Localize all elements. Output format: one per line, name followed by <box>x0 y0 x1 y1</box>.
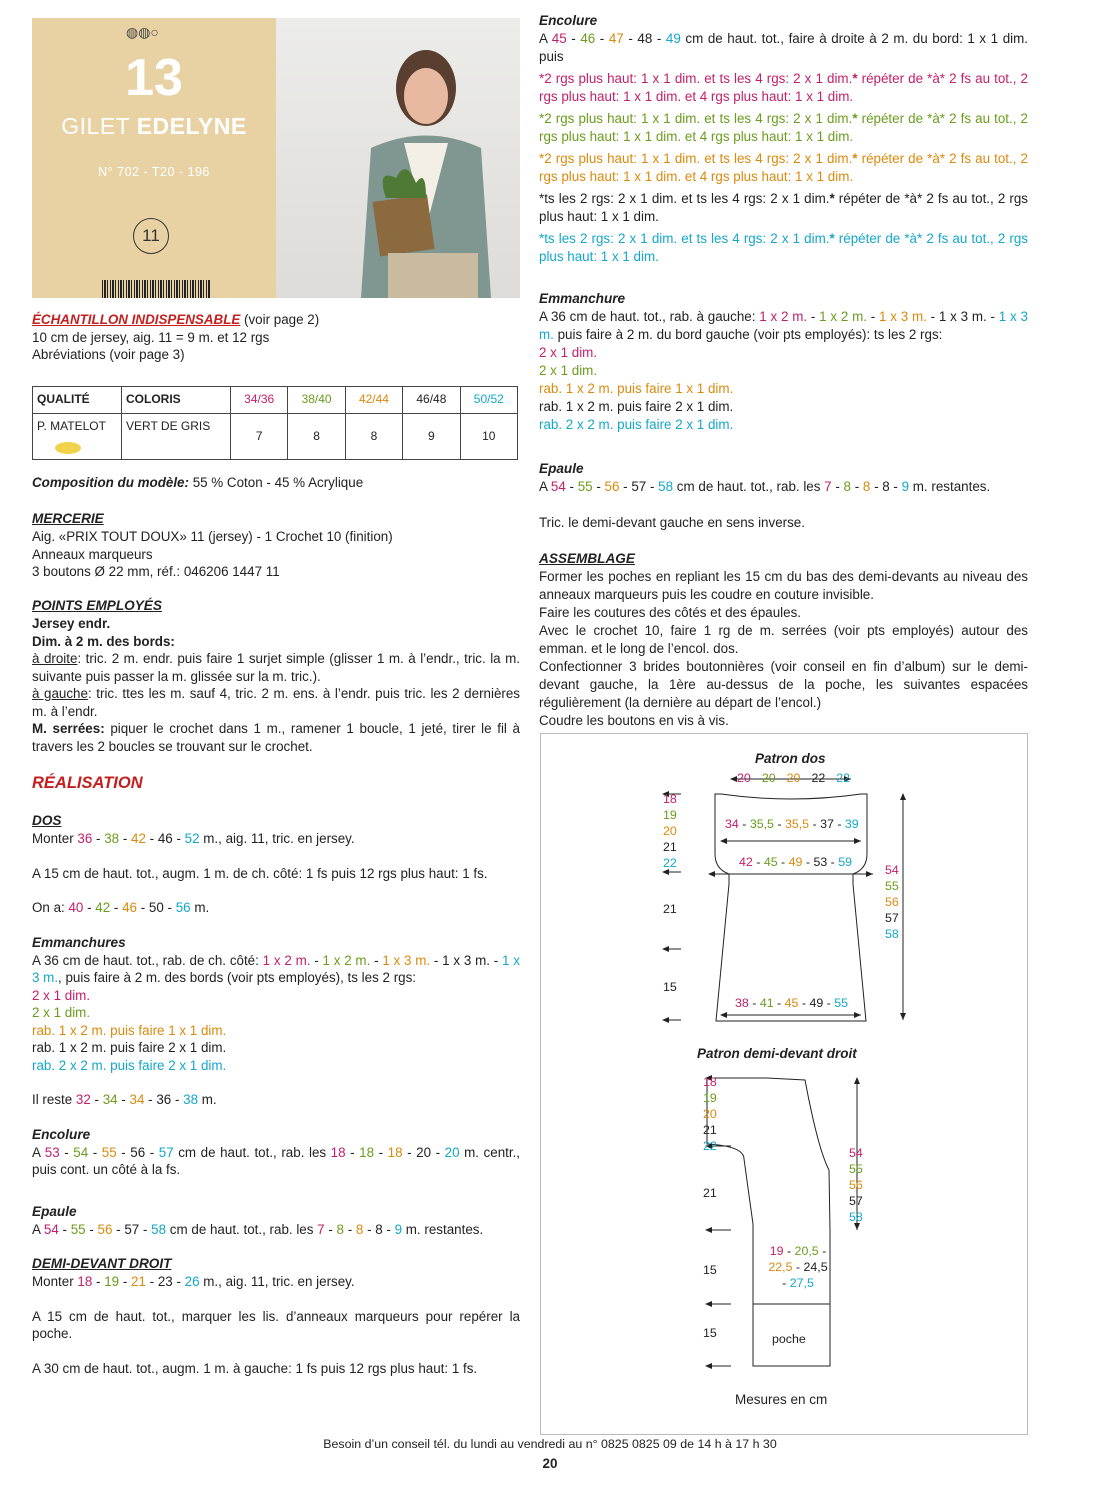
epaule-dd-title: Epaule <box>539 461 584 476</box>
pattern-card <box>32 18 276 298</box>
assemblage-title: ASSEMBLAGE <box>539 551 635 566</box>
emm-dd-size-line: 2 x 1 dim. <box>539 363 598 378</box>
col-qualite: QUALITÉ <box>33 387 122 414</box>
emm-dd-size-line: rab. 1 x 2 m. puis faire 1 x 1 dim. <box>539 381 734 396</box>
emm-size-line: rab. 1 x 2 m. puis faire 2 x 1 dim. <box>32 1040 227 1055</box>
poche-label: poche <box>772 1332 806 1346</box>
emm-dd-size-line: 2 x 1 dim. <box>539 345 598 360</box>
epaule-dos-title: Epaule <box>32 1203 77 1219</box>
echantillon-line2: Abréviations (voir page 3) <box>32 347 185 362</box>
encolure-size-line: *ts les 2 rgs: 2 x 1 dim. et ts les 4 rgs: 2 x 1 dim.* répéter de *à* 2 fs au tot., 2 rgs plus haut: 1 x 1 dim. <box>539 231 1028 264</box>
size-header: 42/44 <box>345 387 402 414</box>
barcode <box>102 280 210 298</box>
dim-title: Dim. à 2 m. des bords: <box>32 633 175 649</box>
emm-size-line: rab. 2 x 2 m. puis faire 2 x 1 dim. <box>32 1057 227 1073</box>
echantillon-label: ÉCHANTILLON INDISPENSABLE <box>32 312 241 327</box>
qty-cell: 8 <box>288 414 345 460</box>
size-header: 50/52 <box>460 387 517 414</box>
yarn-table-header <box>33 387 518 414</box>
emm-size-line: 2 x 1 dim. <box>32 1005 91 1020</box>
assemblage-line: Coudre les boutons en vis à vis. <box>539 713 729 728</box>
mercerie-title: MERCERIE <box>32 511 104 526</box>
emmanchure-dd-text: A 36 cm de haut. tot., rab. à gauche: 1 x 2 m. - 1 x 2 m. - 1 x 3 m. - 1 x 3 m. - 1 x 3 m. puis faire à 2 m. du bord gauche (voir pts employés): ts les 2 rgs: <box>539 309 1028 342</box>
encolure-size-line: *ts les 2 rgs: 2 x 1 dim. et ts les 4 rgs: 2 x 1 dim.* répéter de *à* 2 fs au tot., 2 rgs plus haut: 1 x 1 dim. <box>539 191 1028 224</box>
schema-drawing <box>541 734 1027 1434</box>
mercerie-line: Anneaux marqueurs <box>32 546 153 562</box>
dim-total-height: 54 55 56 57 58 <box>885 863 899 941</box>
dim-top-width: 20 - 20 - 20 - 22 - 22 <box>737 771 851 785</box>
tric-inverse: Tric. le demi-devant gauche en sens inverse. <box>539 515 805 530</box>
emmanchures-title: Emmanchures <box>32 934 126 950</box>
realisation-title: RÉALISATION <box>32 774 143 792</box>
il-reste: Il reste 32 - 34 - 34 - 36 - 38 m. <box>32 1092 217 1107</box>
qty-cell: 10 <box>460 414 517 460</box>
encolure-size-line: *2 rgs plus haut: 1 x 1 dim. et ts les 4 rgs: 2 x 1 dim.* répéter de *à* 2 fs au tot., 2 rgs plus haut: 1 x 1 dim. et 4 rgs plus haut: 1 x 1 dim. <box>539 71 1028 104</box>
mercerie-block <box>32 510 522 581</box>
ddd-title: DEMI-DEVANT DROIT <box>32 1256 172 1271</box>
model-photo <box>276 18 520 298</box>
ddd-outline <box>707 1078 830 1366</box>
dim-h21: 21 <box>663 902 677 916</box>
col-coloris: COLORIS <box>122 387 231 414</box>
encolure-dos-title: Encolure <box>32 1126 91 1142</box>
epaule-dd-text: A 54 - 55 - 56 - 57 - 58 cm de haut. tot., rab. les 7 - 8 - 8 - 8 - 9 m. restantes. <box>539 479 991 494</box>
emm-size-line: rab. 1 x 2 m. puis faire 1 x 1 dim. <box>32 1022 227 1038</box>
assemblage-line: Avec le crochet 10, faire 1 rg de m. serrées (voir pts employés) autour des emman. et le long de l’encol. dos. <box>539 623 1028 656</box>
dim-bottom-width: 38 - 41 - 45 - 49 - 55 <box>735 996 849 1010</box>
emm-dd-size-line: rab. 1 x 2 m. puis faire 2 x 1 dim. <box>539 399 734 414</box>
footer-help: Besoin d’un conseil tél. du lundi au vendredi au n° 0825 0825 09 de 14 h à 17 h 30 <box>323 1437 777 1451</box>
size-header: 34/36 <box>231 387 288 414</box>
ddd-augm: A 30 cm de haut. tot., augm. 1 m. à gauche: 1 fs puis 12 rgs plus haut: 1 fs. <box>32 1360 478 1376</box>
yarn-table <box>32 386 518 460</box>
encolure-dd-title: Encolure <box>539 13 598 28</box>
qty-cell: 9 <box>403 414 460 460</box>
label-logo <box>55 442 81 454</box>
qty-cell: 8 <box>345 414 402 460</box>
m-serrees: M. serrées: piquer le crochet dans 1 m., ramener 1 boucle, 1 jeté, tirer le fil à travers les 2 boucles se trouvant sur le crochet. <box>32 721 520 754</box>
encolure-size-line: *2 rgs plus haut: 1 x 1 dim. et ts les 4 rgs: 2 x 1 dim.* répéter de *à* 2 fs au tot., 2 rgs plus haut: 1 x 1 dim. et 4 rgs plus haut: 1 x 1 dim. <box>539 111 1028 144</box>
dos-monter: Monter 36 - 38 - 42 - 46 - 52 m., aig. 11, tric. en jersey. <box>32 831 355 846</box>
model-illustration <box>276 18 520 298</box>
encolure-size-line: *2 rgs plus haut: 1 x 1 dim. et ts les 4 rgs: 2 x 1 dim.* répéter de *à* 2 fs au tot., 2 rgs plus haut: 1 x 1 dim. et 4 rgs plus haut: 1 x 1 dim. <box>539 151 1028 184</box>
dim-h15: 15 <box>663 980 677 994</box>
ddd-monter: Monter 18 - 19 - 21 - 23 - 26 m., aig. 11, tric. en jersey. <box>32 1274 355 1289</box>
dim-chest-width: 42 - 45 - 49 - 53 - 59 <box>739 855 853 869</box>
emm-size-line: 2 x 1 dim. <box>32 987 91 1003</box>
emmanchures-text: A 36 cm de haut. tot., rab. de ch. côté: 1 x 2 m. - 1 x 2 m. - 1 x 3 m. - 1 x 3 m. - 1 x 3 m., puis faire à 2 m. des bords (voir pts employés), ts les 2 rgs: <box>32 952 520 985</box>
mesures-label: Mesures en cm <box>735 1392 828 1407</box>
needle-size-badge: 11 <box>133 218 169 254</box>
pattern-number: 13 <box>125 49 183 107</box>
echantillon-block <box>32 311 522 364</box>
dos-block <box>32 812 520 1377</box>
yarn-balls-icon: ◍◍○ <box>126 24 159 40</box>
dos-ona: On a: 40 - 42 - 46 - 50 - 56 m. <box>32 900 210 915</box>
dim-armhole-height: 18 19 20 21 22 <box>663 792 677 870</box>
jersey-label: Jersey endr. <box>32 616 111 631</box>
emm-dd-size-line: rab. 2 x 2 m. puis faire 2 x 1 dim. <box>539 417 734 432</box>
qualite-cell: P. MATELOT <box>33 414 122 460</box>
page-number: 20 <box>542 1456 558 1471</box>
assemblage-line: Confectionner 3 brides boutonnières (voir conseil en fin d’album) sur le demi-devant gauche, la 1ère au-dessus de la poche, les suivantes espacées régulièrement (la dernière au départ de l’encol.) <box>539 659 1028 710</box>
size-header: 38/40 <box>288 387 345 414</box>
ddd-h15-b: 15 <box>703 1326 717 1340</box>
encolure-dos-text: A 53 - 54 - 55 - 56 - 57 cm de haut. tot., rab. les 18 - 18 - 18 - 20 - 20 m. centr., puis cont. un côté à la fs. <box>32 1144 521 1177</box>
right-column <box>539 12 1028 730</box>
patron-ddd-title: Patron demi-devant droit <box>697 1046 857 1061</box>
ddd-width: 19 - 20,5 - 22,5 - 24,5 - 27,5 <box>768 1244 828 1290</box>
ddd-h15-a: 15 <box>703 1263 717 1277</box>
ddd-total-height: 54 55 56 57 58 <box>849 1146 863 1224</box>
dim-gauche: à gauche: tric. ttes les m. sauf 4, tric. 2 m. ens. à l’endr. puis tric. les 2 dernières m. à l’endr. <box>32 686 521 719</box>
coloris-cell: VERT DE GRIS <box>122 414 231 460</box>
pattern-reference: N° 702 - T20 - 196 <box>98 165 210 179</box>
patron-dos-title: Patron dos <box>755 751 826 766</box>
points-title: POINTS EMPLOYÉS <box>32 598 162 613</box>
composition: Composition du modèle: 55 % Coton - 45 % Acrylique <box>32 475 364 490</box>
yarn-table-row <box>33 414 518 460</box>
qty-cell: 7 <box>231 414 288 460</box>
dim-droite: à droite: tric. 2 m. endr. puis faire 1 surjet simple (glisser 1 m. à l’endr., tric. la m. suivante puis passer la m. glissée sur la m. tric.). <box>32 651 520 684</box>
ddd-armhole-height: 18 19 20 21 22 <box>703 1075 717 1153</box>
dim-neck-width: 34 - 35,5 - 35,5 - 37 - 39 <box>725 817 859 831</box>
encolure-dd-intro: A 45 - 46 - 47 - 48 - 49 cm de haut. tot., faire à droite à 2 m. du bord: 1 x 1 dim. puis <box>539 31 1028 64</box>
dos-augm: A 15 cm de haut. tot., augm. 1 m. de ch. côté: 1 fs puis 12 rgs plus haut: 1 fs. <box>32 865 488 881</box>
ddd-h21: 21 <box>703 1186 717 1200</box>
points-block <box>32 597 520 755</box>
assemblage-line: Former les poches en repliant les 15 cm du bas des demi-devants au niveau des anneaux marqueurs puis les coudre en couture invisible. <box>539 569 1028 602</box>
epaule-dos-text: A 54 - 55 - 56 - 57 - 58 cm de haut. tot., rab. les 7 - 8 - 8 - 8 - 9 m. restantes. <box>32 1221 484 1237</box>
ddd-marquer: A 15 cm de haut. tot., marquer les lis. d’anneaux marqueurs pour repérer la poche. <box>32 1308 520 1341</box>
assemblage-line: Faire les coutures des côtés et des épaules. <box>539 605 802 620</box>
mercerie-line: Aig. «PRIX TOUT DOUX» 11 (jersey) - 1 Crochet 10 (finition) <box>32 529 393 544</box>
mercerie-line: 3 boutons Ø 22 mm, réf.: 046206 1447 11 <box>32 564 280 579</box>
dos-title: DOS <box>32 813 62 828</box>
size-header: 46/48 <box>403 387 460 414</box>
echantillon-line1: 10 cm de jersey, aig. 11 = 9 m. et 12 rgs <box>32 329 270 345</box>
echantillon-see: (voir page 2) <box>240 312 320 327</box>
emmanchure-dd-title: Emmanchure <box>539 291 626 306</box>
pattern-title: GILET EDELYNE <box>61 113 247 139</box>
schema-frame <box>540 733 1028 1435</box>
